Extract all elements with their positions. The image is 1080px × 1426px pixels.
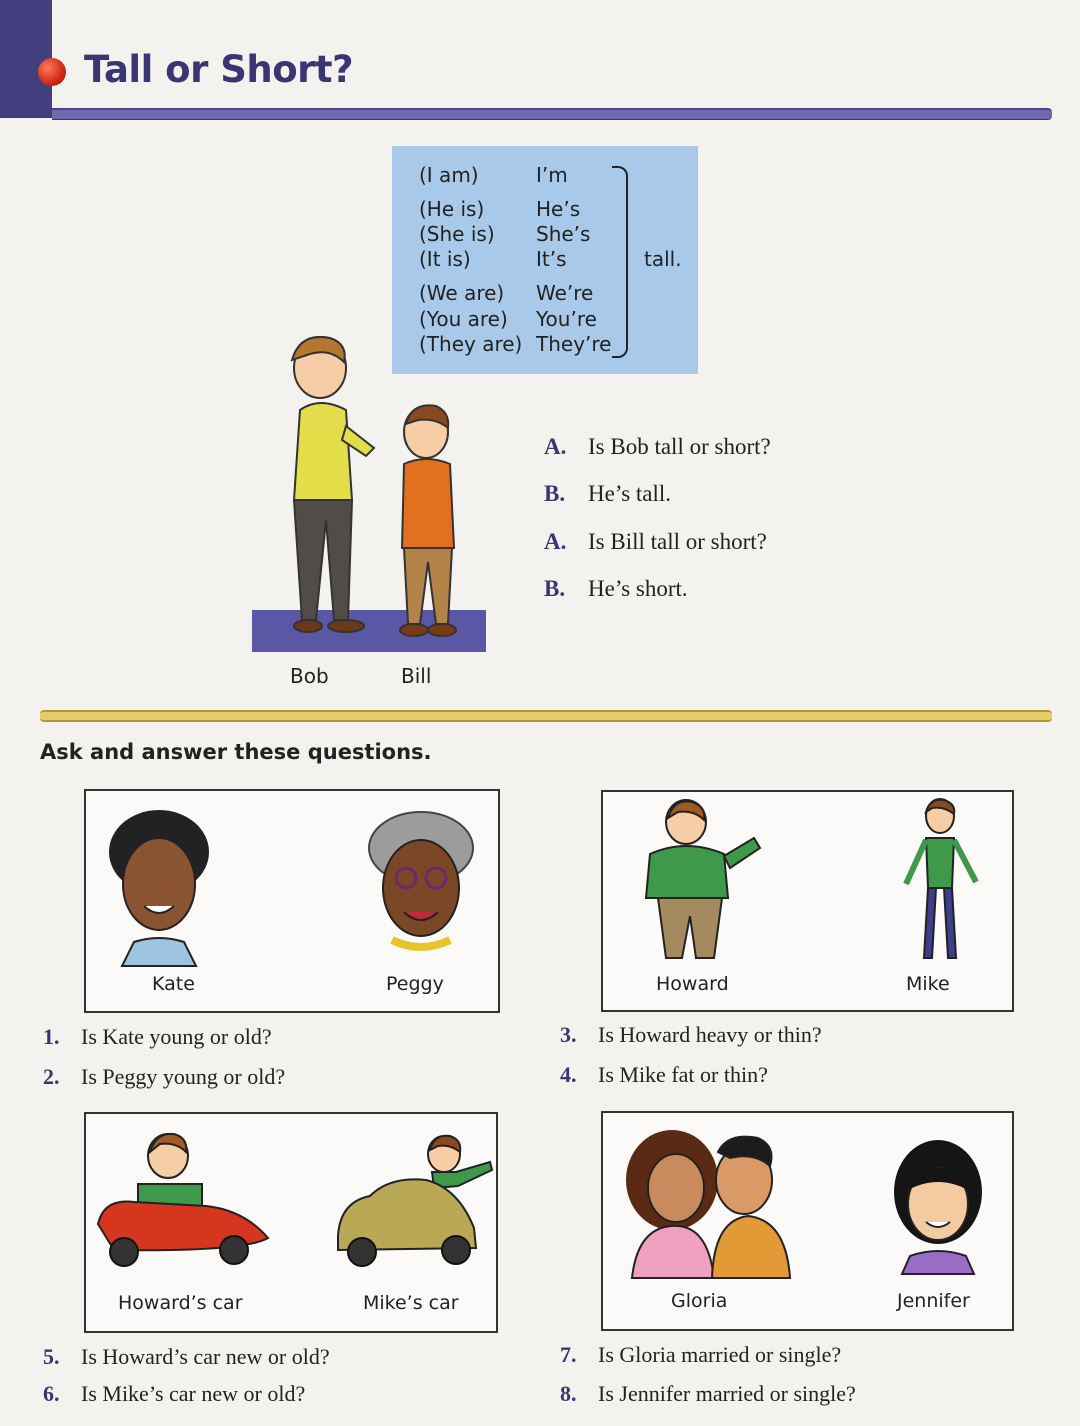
grammar-full: (It is) xyxy=(419,247,471,271)
question-item xyxy=(560,1022,822,1048)
dialog-line xyxy=(544,529,767,555)
jennifer-portrait-illustration xyxy=(890,1138,986,1274)
panel-label: Peggy xyxy=(386,973,444,995)
question-text: Is Howard heavy or thin? xyxy=(598,1022,822,1047)
grammar-short: We’re xyxy=(536,281,594,305)
question-number: 8. xyxy=(560,1381,577,1406)
question-item xyxy=(560,1381,856,1407)
mikes-car-illustration xyxy=(330,1132,496,1282)
name-label-bob: Bob xyxy=(290,664,329,688)
dialog-speaker: A. xyxy=(544,434,567,459)
question-number: 6. xyxy=(43,1381,60,1406)
dialog-text: Is Bill tall or short? xyxy=(588,529,767,554)
question-text: Is Mike’s car new or old? xyxy=(81,1381,306,1406)
question-text: Is Jennifer married or single? xyxy=(598,1381,856,1406)
question-item xyxy=(560,1342,841,1368)
question-text: Is Peggy young or old? xyxy=(81,1064,286,1089)
question-text: Is Howard’s car new or old? xyxy=(81,1344,330,1369)
question-number: 7. xyxy=(560,1342,577,1367)
panel-label: Jennifer xyxy=(897,1290,970,1312)
gloria-couple-illustration xyxy=(618,1128,798,1278)
exercise-instructions: Ask and answer these questions. xyxy=(40,740,432,764)
kate-portrait-illustration xyxy=(104,806,214,966)
question-item xyxy=(43,1381,305,1407)
panel-label: Howard xyxy=(656,973,729,995)
panel-label: Mike’s car xyxy=(363,1292,459,1314)
dialog-line xyxy=(544,576,688,602)
mike-figure-illustration xyxy=(900,798,980,966)
section-divider xyxy=(40,710,1052,722)
grammar-full: (He is) xyxy=(419,197,485,221)
question-number: 5. xyxy=(43,1344,60,1369)
dialog-speaker: B. xyxy=(544,481,566,506)
bullet-dot-icon xyxy=(38,58,66,86)
question-number: 1. xyxy=(43,1024,60,1049)
question-item xyxy=(43,1064,285,1090)
grammar-short: It’s xyxy=(536,247,567,271)
grammar-full: (I am) xyxy=(419,163,479,187)
dialog-line xyxy=(544,481,671,507)
question-text: Is Kate young or old? xyxy=(81,1024,272,1049)
question-item xyxy=(43,1024,272,1050)
panel-label: Kate xyxy=(152,973,195,995)
title-divider xyxy=(52,108,1052,120)
question-text: Is Mike fat or thin? xyxy=(598,1062,768,1087)
panel-label: Howard’s car xyxy=(118,1292,243,1314)
question-item xyxy=(43,1344,330,1370)
dialog-text: He’s tall. xyxy=(588,481,672,506)
howard-figure-illustration xyxy=(644,798,774,970)
panel-label: Gloria xyxy=(671,1290,728,1312)
bob-figure-illustration xyxy=(270,330,390,640)
dialog-speaker: A. xyxy=(544,529,567,554)
dialog-text: Is Bob tall or short? xyxy=(588,434,771,459)
howards-car-illustration xyxy=(94,1128,274,1278)
dialog-text: He’s short. xyxy=(588,576,688,601)
question-number: 2. xyxy=(43,1064,60,1089)
grammar-short: I’m xyxy=(536,163,568,187)
panel-label: Mike xyxy=(906,973,950,995)
grammar-full: (She is) xyxy=(419,222,495,246)
question-number: 4. xyxy=(560,1062,577,1087)
bill-figure-illustration xyxy=(392,398,472,643)
name-label-bill: Bill xyxy=(401,664,432,688)
question-number: 3. xyxy=(560,1022,577,1047)
grammar-full: (You are) xyxy=(419,307,508,331)
grammar-short: She’s xyxy=(536,222,591,246)
question-text: Is Gloria married or single? xyxy=(598,1342,842,1367)
peggy-portrait-illustration xyxy=(364,808,478,958)
grammar-short: He’s xyxy=(536,197,581,221)
grammar-full: (We are) xyxy=(419,281,505,305)
grammar-bracket xyxy=(612,166,628,358)
grammar-short: They’re xyxy=(536,332,612,356)
grammar-full: (They are) xyxy=(419,332,523,356)
dialog-speaker: B. xyxy=(544,576,566,601)
grammar-short: You’re xyxy=(536,307,597,331)
question-item xyxy=(560,1062,768,1088)
grammar-adjective: tall. xyxy=(644,247,682,271)
page-title: Tall or Short? xyxy=(84,48,354,91)
dialog-line xyxy=(544,434,771,460)
